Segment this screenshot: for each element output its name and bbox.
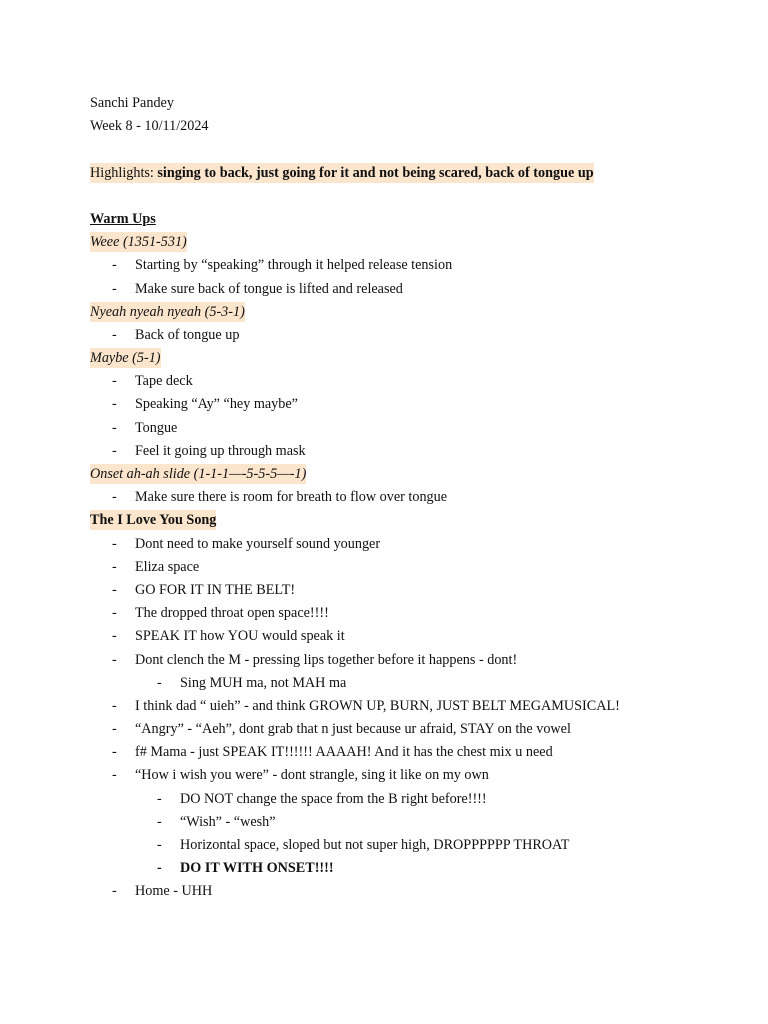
list-item: - Make sure there is room for breath to flow over tongue <box>112 489 448 506</box>
list-item: - I think dad “ uieh” - and think GROWN UP, BURN, JUST BELT MEGAMUSICAL! <box>112 697 620 714</box>
list-item: - Eliza space <box>112 558 200 575</box>
highlights-line <box>90 162 730 185</box>
list-item: - Tape deck <box>112 373 193 390</box>
exercise-title: Onset ah-ah slide (1-1-1—-5-5-5—-1) <box>90 466 307 482</box>
sub-list-item: - Sing MUH ma, not MAH ma <box>157 674 347 691</box>
highlights-label: Highlights: <box>90 164 158 181</box>
list-item: - Tongue <box>112 419 178 436</box>
highlights-text: singing to back, just going for it and not being scared, back of tongue up <box>157 164 594 181</box>
list-item: - Dont clench the M - pressing lips together before it happens - dont! <box>112 651 518 668</box>
list-item: - “Angry” - “Aeh”, dont grab that n just because ur afraid, STAY on the vowel <box>112 721 571 738</box>
document-page <box>90 92 730 904</box>
list-item: - Dont need to make yourself sound younger <box>112 535 381 552</box>
exercise-title: Maybe (5-1) <box>90 350 161 367</box>
sub-list-item: - Horizontal space, sloped but not super high, DROPPPPPP THROAT <box>157 837 570 853</box>
section-warmups-heading: Warm Ups <box>90 210 156 227</box>
list-item: - Feel it going up through mask <box>112 442 306 459</box>
author-name: Sanchi Pandey <box>90 95 174 111</box>
list-item: - Starting by “speaking” through it helped release tension <box>112 257 453 274</box>
list-item: - Back of tongue up <box>112 326 240 343</box>
list-item: - Home - UHH <box>112 883 213 900</box>
week-date: Week 8 - 10/11/2024 <box>90 118 209 135</box>
exercise-title: Weee (1351-531) <box>90 234 187 251</box>
list-item: - Speaking “Ay” “hey maybe” <box>112 396 298 413</box>
sub-list-item: - “Wish” - “wesh” <box>157 813 276 830</box>
exercise-title: Nyeah nyeah nyeah (5-3-1) <box>90 303 245 320</box>
list-item: - SPEAK IT how YOU would speak it <box>112 628 345 645</box>
list-item: - The dropped throat open space!!!! <box>112 605 329 622</box>
sub-list-item: - DO NOT change the space from the B right before!!!! <box>157 790 487 807</box>
list-item: - “How i wish you were” - dont strangle, sing it like on my own <box>112 767 489 784</box>
list-item: - Make sure back of tongue is lifted and released <box>112 280 403 297</box>
list-item: - f# Mama - just SPEAK IT!!!!!! AAAAH! And it has the chest mix u need <box>112 744 553 761</box>
sub-list-item: - DO IT WITH ONSET!!!! <box>157 860 334 877</box>
list-item: - GO FOR IT IN THE BELT! <box>112 581 296 598</box>
song-title: The I Love You Song <box>90 512 217 529</box>
